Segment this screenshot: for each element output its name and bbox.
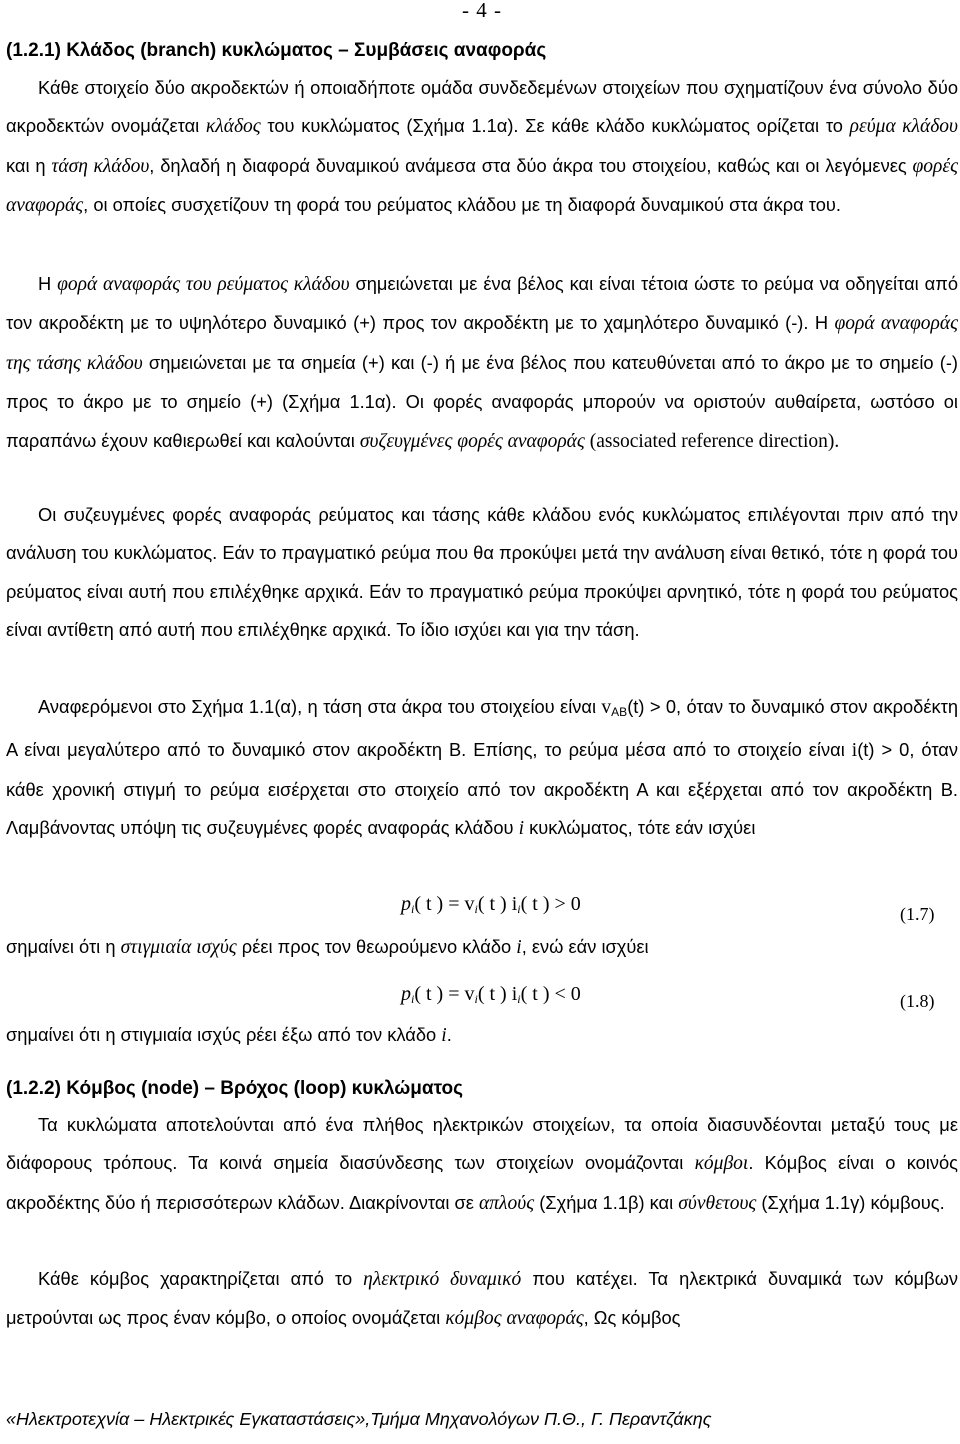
paragraph-node-potential: Κάθε κόμβος χαρακτηρίζεται από το ηλεκτρικό δυναμικό που κατέχει. Τα ηλεκτρικά δυναμικά των κόμβων μετρούνται ως προς έναν κόμβο, ο οποίος ονομάζεται κόμβος αναφοράς, Ως κόμβος	[6, 1268, 958, 1330]
paragraph-nodes: Τα κυκλώματα αποτελούνται από ένα πλήθος ηλεκτρικών στοιχείων, τα οποία διασυνδέονται μεταξύ τους με διάφορους τρόπους. Τα κοινά σημεία διασύνδεσης των στοιχείων ονομάζονται κόμβοι. Κόμβος είναι ο κοινός ακροδέκτης δύο ή περισσότερων κλάδων. Διακρίνονται σε απλούς (Σχήμα 1.1β) και σύνθετους (Σχήμα 1.1γ) κόμβους.	[6, 1114, 958, 1214]
paragraph-voltage-current-sign: Αναφερόμενοι στο Σχήμα 1.1(α), η τάση στα άκρα του στοιχείου είναι $v_{AB}(t) > 0$, όταν το δυναμικό στον ακροδέκτη Α είναι μεγαλύτερο από το δυναμικό στον ακροδέκτη Β. Επίσης, το ρεύμα μέσα από το στοιχείο είναι i(t) > 0, όταν κάθε χρονική στιγμή το ρεύμα εισέρχεται στο στοιχείο από τον ακροδέκτη Α και εξέρχεται από τον ακροδέκτη Β. Λαμβάνοντας υπόψη τις συζευγμένες φορές αναφοράς κλάδου i κυκλώματος, τότε εάν ισχύει	[6, 696, 959, 840]
equation-1-7: $p_i$( t ) = $v_i$( t ) $i_i$( t ) > 0	[401, 893, 581, 916]
page-number: - 4 -	[462, 0, 502, 22]
sentence-power-into-branch: σημαίνει ότι η στιγμιαία ισχύς ρέει προς τον θεωρούμενο κλάδο i, ενώ εάν ισχύει	[6, 936, 649, 958]
sentence-power-out-of-branch: σημαίνει ότι η στιγμιαία ισχύς ρέει έξω από τον κλάδο i.	[6, 1024, 452, 1046]
section-heading-node-loop: (1.2.2) Κόμβος (node) – Βρόχος (loop) κυκλώματος	[6, 1078, 464, 1099]
section-heading-branch: (1.2.1) Κλάδος (branch) κυκλώματος – Συμβάσεις αναφοράς	[6, 40, 547, 61]
paragraph-reference-directions: Η φορά αναφοράς του ρεύματος κλάδου σημειώνεται με ένα βέλος και είναι τέτοια ώστε το ρεύμα να οδηγείται από τον ακροδέκτη με το υψηλότερο δυναμικό (+) προς τον ακροδέκτη με το χαμηλότερο δυναμικό (-). Η φορά αναφοράς της τάσης κλάδου σημειώνεται με τα σημεία (+) και (-) ή με ένα βέλος που κατευθύνεται από το άκρο με το σημείο (-) προς το άκρο με το σημείο (+) (Σχήμα 1.1α). Οι φορές αναφοράς μπορούν να οριστούν αυθαίρετα, ωστόσο οι παραπάνω έχουν καθιερωθεί και καλούνται συζευγμένες φορές αναφοράς (associated reference direction).	[6, 273, 959, 452]
equation-number-1-7: (1.7)	[900, 904, 935, 924]
paragraph-branch-definition: Κάθε στοιχείο δύο ακροδεκτών ή οποιαδήποτε ομάδα συνδεδεμένων στοιχείων που σχηματίζουν ένα σύνολο δύο ακροδεκτών ονομάζεται κλάδος του κυκλώματος (Σχήμα 1.1α). Σε κάθε κλάδο κυκλώματος ορίζεται το ρεύμα κλάδου και η τάση κλάδου, δηλαδή η διαφορά δυναμικού ανάμεσα στα δύο άκρα του στοιχείου, καθώς και οι λεγόμενες φορές αναφοράς, οι οποίες συσχετίζουν τη φορά του ρεύματος κλάδου με τη διαφορά δυναμικού στα άκρα του.	[6, 77, 959, 217]
page-footer: «Ηλεκτροτεχνία – Ηλεκτρικές Εγκαταστάσεις»,Τμήμα Μηχανολόγων Π.Θ., Γ. Περαντζάκης	[6, 1409, 712, 1429]
paragraph-associated-directions: Οι συζευγμένες φορές αναφοράς ρεύματος και τάσης κάθε κλάδου ενός κυκλώματος επιλέγονται πριν από την ανάλυση του κυκλώματος. Εάν το πραγματικό ρεύμα που θα προκύψει μετά την ανάλυση είναι θετικό, τότε η φορά του ρεύματος είναι αυτή που επιλέχθηκε αρχικά. Εάν το πραγματικό ρεύμα προκύψει αρνητικό, τότε η φορά του ρεύματος είναι αντίθετη από αυτή που επιλέχθηκε αρχικά. Το ίδιο ισχύει και για την τάση.	[6, 504, 958, 641]
equation-1-8: $p_i$( t ) = $v_i$( t ) $i_i$( t ) < 0	[401, 983, 581, 1006]
equation-number-1-8: (1.8)	[900, 991, 935, 1011]
